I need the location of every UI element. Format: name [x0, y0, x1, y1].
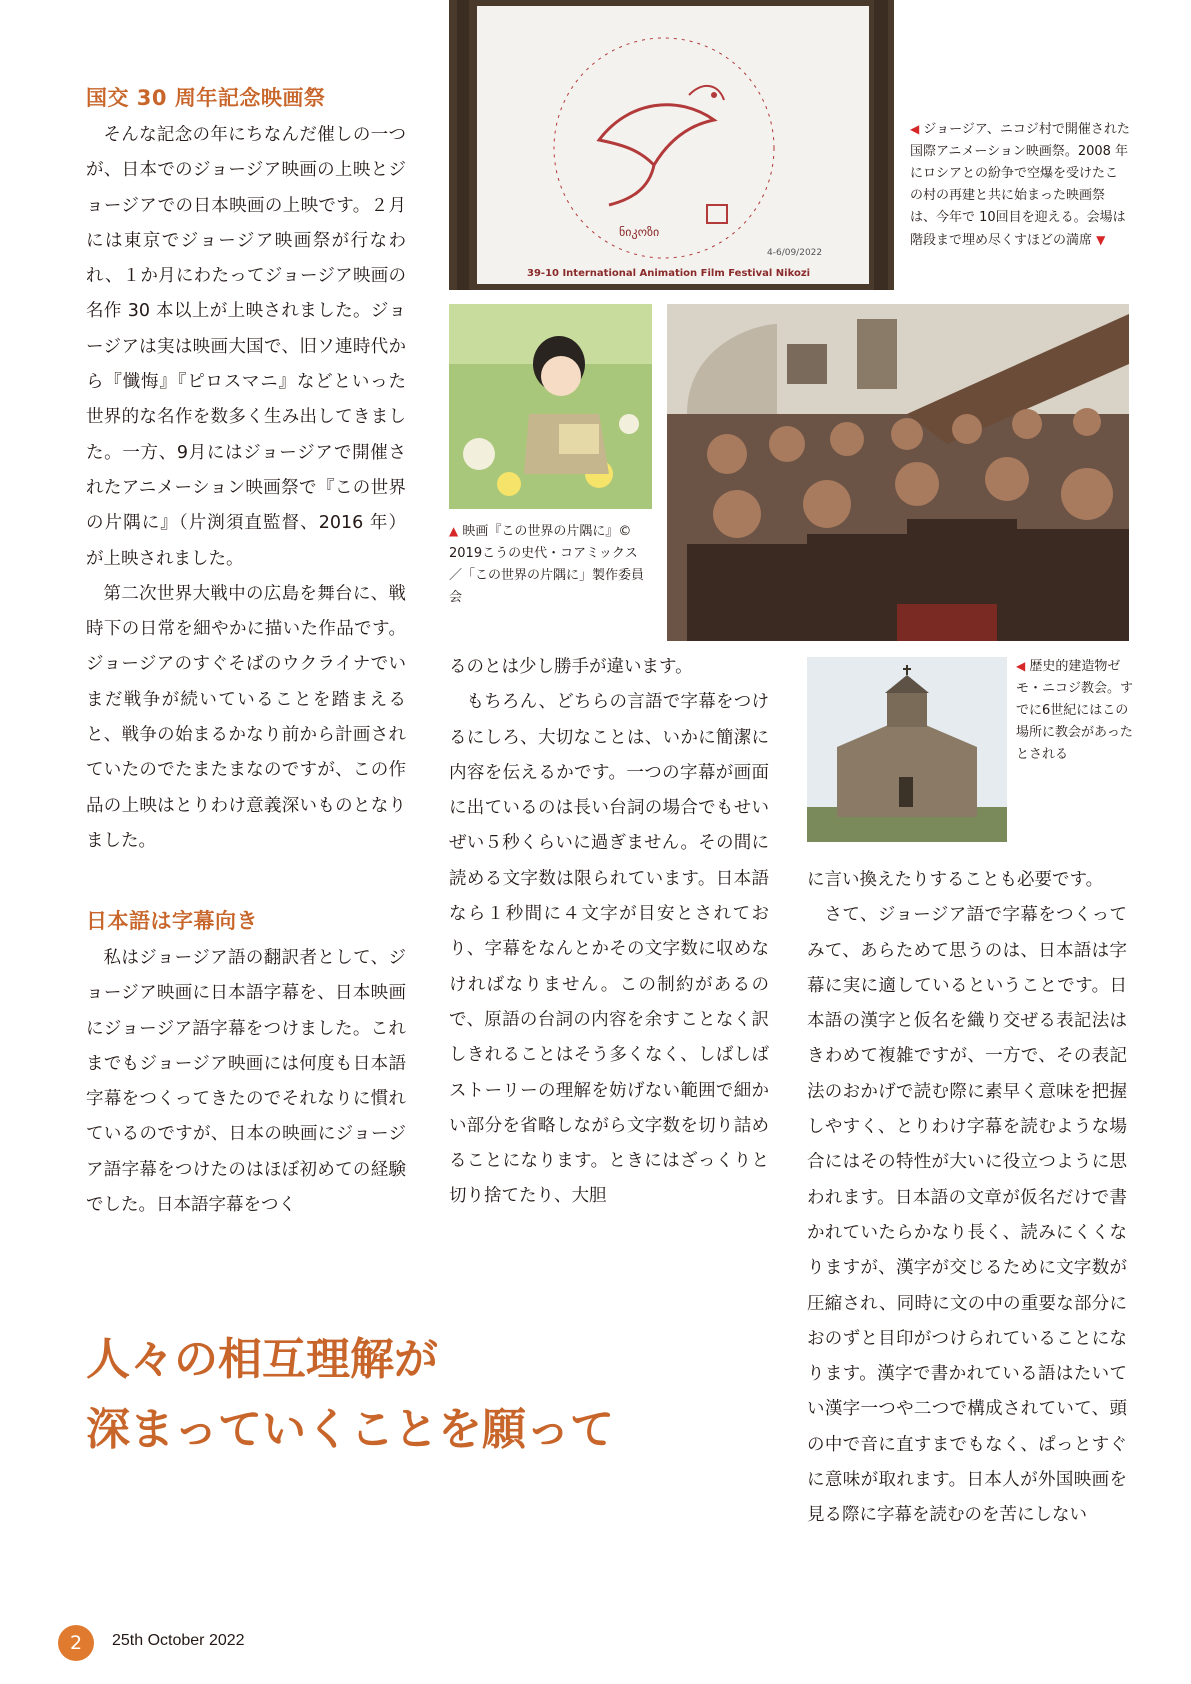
caption-festival: [910, 118, 1130, 252]
church-image: [807, 657, 1007, 842]
caption-film: [449, 520, 649, 609]
paragraph: るのとは少し勝手が違います。: [449, 657, 693, 677]
column-left: [86, 82, 406, 859]
page-number-badge: 2: [58, 1625, 94, 1661]
paragraph: 第二次世界大戦中の広島を舞台に、戦時下の日常を細やかに描いた作品です。ジョージアのすぐそばのウクライナでいまだ戦争が続いていることを踏まえると、戦争の始まるかなり前から計画されていたのでたまたまなのですが、この作品の上映はとりわけ意義深いものとなりました。: [86, 583, 406, 851]
banner-image: [449, 0, 894, 290]
film-still-photo: [449, 304, 652, 509]
feature-title-line-2: 深まっていくことを願って: [86, 1404, 614, 1455]
column-middle: [449, 650, 769, 1215]
caption-church-text: 歴史的建造物ゼモ・ニコジ教会。すでに6世紀にはこの場所に教会があったとされる: [1016, 659, 1134, 762]
feature-title-line-1: 人々の相互理解が: [86, 1334, 438, 1385]
paragraph: もちろん、どちらの言語で字幕をつけるにしろ、大切なことは、いかに簡潔に内容を伝えるかです。一つの字幕が画面に出ているのは長い台詞の場合でもせいぜい５秒くらいに過ぎません。その間に読める文字数は限られています。日本語なら１秒間に４文字が目安とされており、字幕をなんとかその文字数に収めなければなりません。この制約があるので、原語の台詞の内容を余すことなく訳しきれることはそう多くなく、しばしばストーリーの理解を妨げない範囲で細かい部分を省略しながら文字数を切り詰めることになります。ときにはざっくりと切り捨てたり、大胆: [449, 692, 769, 1207]
caption-film-text: 映画『この世界の片隅に』© 2019こうの史代・コアミックス／「この世界の片隅に」製作委員会: [449, 524, 645, 605]
festival-banner-photo: [449, 0, 894, 290]
feature-title: [86, 1325, 614, 1465]
paragraph: 私はジョージア語の翻訳者として、ジョージア映画に日本語字幕を、日本映画にジョージア語字幕をつけました。これまでもジョージア映画には何度も日本語字幕をつくってきたのでそれなりに慣れているのですが、日本の映画にジョージア語字幕をつけたのはほぼ初めての経験でした。日本語字幕をつく: [86, 948, 406, 1216]
section-heading-subtitles: 日本語は字幕向き: [86, 909, 258, 933]
section-heading-anniversary: 国交 30 周年記念映画祭: [86, 86, 326, 110]
banner-signature: ნიკოზი: [619, 225, 660, 239]
column-left-lower: [86, 905, 406, 1223]
paragraph: さて、ジョージア語で字幕をつくってみて、あらためて思うのは、日本語は字幕に実に適しているということです。日本語の漢字と仮名を織り交ぜる表記法はきわめて複雑ですが、一方で、その表記法のおかげで読む際に素早く意味を把握しやすく、とりわけ字幕を読むような場合にはその特性が大いに役立つように思われます。日本語の文章が仮名だけで書かれていたらかなり長く、読みにくくなりますが、漢字が交じるために文字数が圧縮され、同時に文の中の重要な部分におのずと目印がつけられていることになります。漢字で書かれている語はたいてい漢字一つや二つで構成されていて、頭の中で音に直すまでもなく、ぱっとすぐに意味が取れます。日本人が外国映画を見る際に字幕を読むのを苦にしない: [807, 905, 1127, 1526]
audience-image: [667, 304, 1129, 641]
triangle-down-icon: ▼: [1096, 233, 1106, 247]
column-right: [807, 863, 1127, 1534]
paragraph: に言い換えたりすることも必要です。: [807, 870, 1104, 890]
triangle-left-icon: ◀: [910, 122, 920, 136]
banner-date: 4-6/09/2022: [767, 248, 823, 258]
banner-festival-text: 39-10 International Animation Film Festival Nikozi: [527, 268, 811, 279]
triangle-up-icon: ▲: [449, 524, 459, 538]
film-still-image: [449, 304, 652, 509]
caption-festival-text: ジョージア、ニコジ村で開催された国際アニメーション映画祭。2008 年にロシアとの紛争で空爆を受けたこの村の再建と共に始まった映画祭は、今年で 10回目を迎える。会場は階段まで埋め尽くすほどの満席: [910, 122, 1130, 248]
caption-church: [1016, 655, 1134, 766]
audience-photo: [667, 304, 1129, 641]
paragraph: そんな記念の年にちなんだ催しの一つが、日本でのジョージア映画の上映とジョージアでの日本映画の上映です。２月には東京でジョージア映画祭が行なわれ、１か月にわたってジョージア映画の名作 30 本以上が上映されました。ジョージアは実は映画大国で、旧ソ連時代から『懺悔』『ピロスマニ』などといった世界的な名作を数多く生み出してきました。一方、9月にはジョージアで開催されたアニメーション映画祭で『この世界の片隅に』（片渕須直監督、2016 年）が上映されました。: [86, 125, 406, 569]
issue-date: 25th October 2022: [112, 1632, 245, 1649]
triangle-left-icon: ◀: [1016, 659, 1026, 673]
church-photo: [807, 657, 1007, 842]
